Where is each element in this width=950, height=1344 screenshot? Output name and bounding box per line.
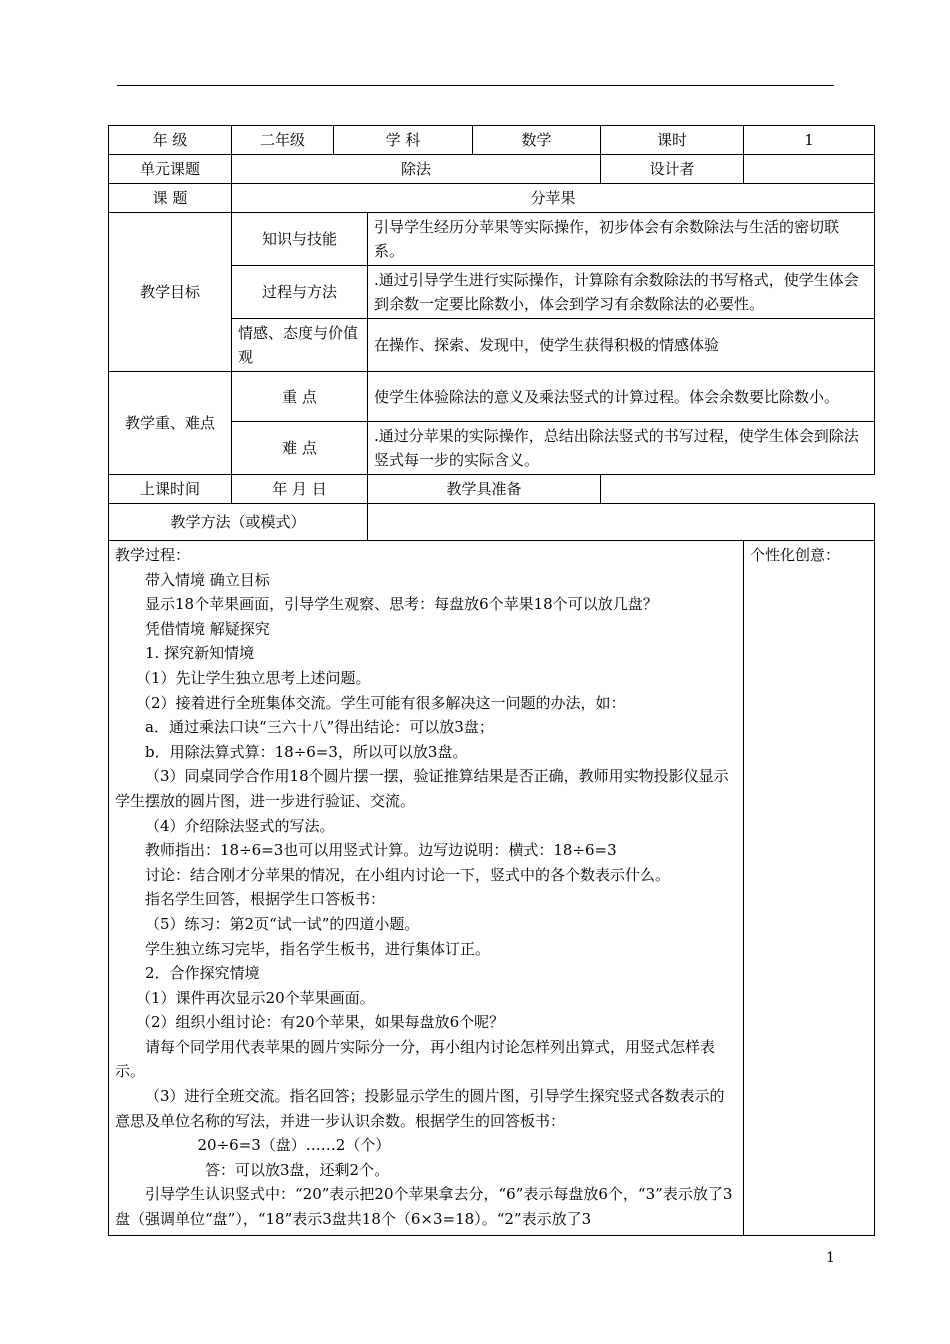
keypoints-label: 教学重、难点 bbox=[109, 372, 232, 475]
method-value bbox=[368, 504, 875, 541]
grade-label: 年 级 bbox=[109, 126, 232, 155]
process-line: 引导学生认识竖式中：“20”表示把20个苹果拿去分，“6”表示每盘放6个，“3”表示放了3盘（强调单位“盘”），“18”表示3盘共18个（6×3=18）。“2”表示放了3 bbox=[115, 1185, 733, 1229]
grade-value: 二年级 bbox=[232, 126, 334, 155]
goal-label-knowledge: 知识与技能 bbox=[232, 213, 368, 266]
difficult-label: 难 点 bbox=[232, 422, 368, 475]
process-line: 答：可以放3盘，还剩2个。 bbox=[205, 1160, 390, 1179]
creative-cell bbox=[744, 541, 875, 1236]
goal-text-emotion: 在操作、探索、发现中，使学生获得积极的情感体验 bbox=[368, 319, 875, 372]
goals-label: 教学目标 bbox=[109, 213, 232, 372]
key-label: 重 点 bbox=[232, 372, 368, 422]
process-line: a．通过乘法口诀“三六十八”得出结论：可以放3盘； bbox=[145, 718, 494, 737]
process-line: 凭借情境 解疑探究 bbox=[145, 619, 270, 638]
creative-label: 个性化创意： bbox=[750, 546, 841, 564]
process-line: （5）练习：第2页“试一试”的四道小题。 bbox=[145, 914, 420, 933]
process-line: （2）组织小组讨论：有20个苹果，如果每盘放6个呢？ bbox=[136, 1013, 505, 1032]
process-line: 学生独立练习完毕，指名学生板书，进行集体订正。 bbox=[145, 939, 491, 958]
subject-label: 学 科 bbox=[334, 126, 473, 155]
process-line: （1）先让学生独立思考上述问题。 bbox=[136, 668, 371, 687]
subject-value: 数学 bbox=[473, 126, 601, 155]
goal-label-emotion: 情感、态度与价值观 bbox=[232, 319, 368, 372]
process-line: 1. 探究新知情境 bbox=[145, 644, 255, 663]
header-rule bbox=[117, 85, 834, 86]
process-line: b．用除法算式算：18÷6=3，所以可以放3盘。 bbox=[145, 742, 468, 761]
process-line: 带入情境 确立目标 bbox=[145, 570, 270, 589]
process-line: （4）介绍除法竖式的写法。 bbox=[145, 816, 335, 835]
class-time-label: 上课时间 bbox=[109, 475, 232, 504]
goal-text-process: .通过引导学生进行实际操作，计算除有余数除法的书写格式，使学生体会到余数一定要比除数小，体会到学习有余数除法的必要性。 bbox=[368, 266, 875, 319]
class-time-value: 年 月 日 bbox=[232, 475, 368, 504]
process-line: （2）接着进行全班集体交流。学生可能有很多解决这一问题的办法，如： bbox=[136, 693, 626, 712]
key-text: 使学生体验除法的意义及乘法竖式的计算过程。体会余数要比除数小。 bbox=[368, 372, 875, 422]
goal-text-knowledge: 引导学生经历分苹果等实际操作，初步体会有余数除法与生活的密切联系。 bbox=[368, 213, 875, 266]
process-line: （3）同桌同学合作用18个圆片摆一摆，验证推算结果是否正确，教师用实物投影仪显示学生摆放的圆片图，进一步进行验证、交流。 bbox=[115, 767, 729, 810]
process-line: 指名学生回答，根据学生口答板书： bbox=[145, 890, 386, 909]
teaching-process bbox=[109, 541, 744, 1236]
period-value: 1 bbox=[744, 126, 875, 155]
topic-value: 分苹果 bbox=[232, 184, 875, 213]
process-line: 教师指出：18÷6=3也可以用竖式计算。边写边说明：横式：18÷6=3 bbox=[145, 841, 617, 860]
process-heading: 教学过程： bbox=[115, 546, 191, 564]
process-line: 讨论：结合刚才分苹果的情况，在小组内讨论一下，竖式中的各个数表示什么。 bbox=[145, 865, 671, 884]
period-label: 课时 bbox=[601, 126, 744, 155]
goal-label-process: 过程与方法 bbox=[232, 266, 368, 319]
page-number: 1 bbox=[826, 1250, 835, 1266]
process-line: 请每个同学用代表苹果的圆片实际分一分，再小组内讨论怎样列出算式，用竖式怎样表示。 bbox=[115, 1037, 716, 1081]
designer-value bbox=[744, 155, 875, 184]
process-line: 20÷6=3（盘）……2（个） bbox=[197, 1136, 391, 1155]
unit-label: 单元课题 bbox=[109, 155, 232, 184]
process-line: 2．合作探究情境 bbox=[145, 964, 260, 983]
tools-value bbox=[601, 475, 875, 504]
tools-label: 教学具准备 bbox=[368, 475, 601, 504]
topic-label: 课 题 bbox=[109, 184, 232, 213]
designer-label: 设计者 bbox=[601, 155, 744, 184]
lesson-plan-table bbox=[108, 125, 875, 1236]
process-line: 显示18个苹果画面，引导学生观察、思考：每盘放6个苹果18个可以放几盘？ bbox=[145, 595, 658, 614]
process-line: （1）课件再次显示20个苹果画面。 bbox=[136, 988, 375, 1007]
method-label: 教学方法（或模式） bbox=[109, 504, 368, 541]
difficult-text: .通过分苹果的实际操作，总结出除法竖式的书写过程，使学生体会到除法竖式每一步的实际含义。 bbox=[368, 422, 875, 475]
unit-value: 除法 bbox=[232, 155, 601, 184]
process-line: （3）进行全班交流。指名回答；投影显示学生的圆片图，引导学生探究竖式各数表示的意思及单位名称的写法，并进一步认识余数。根据学生的回答板书： bbox=[115, 1087, 725, 1130]
